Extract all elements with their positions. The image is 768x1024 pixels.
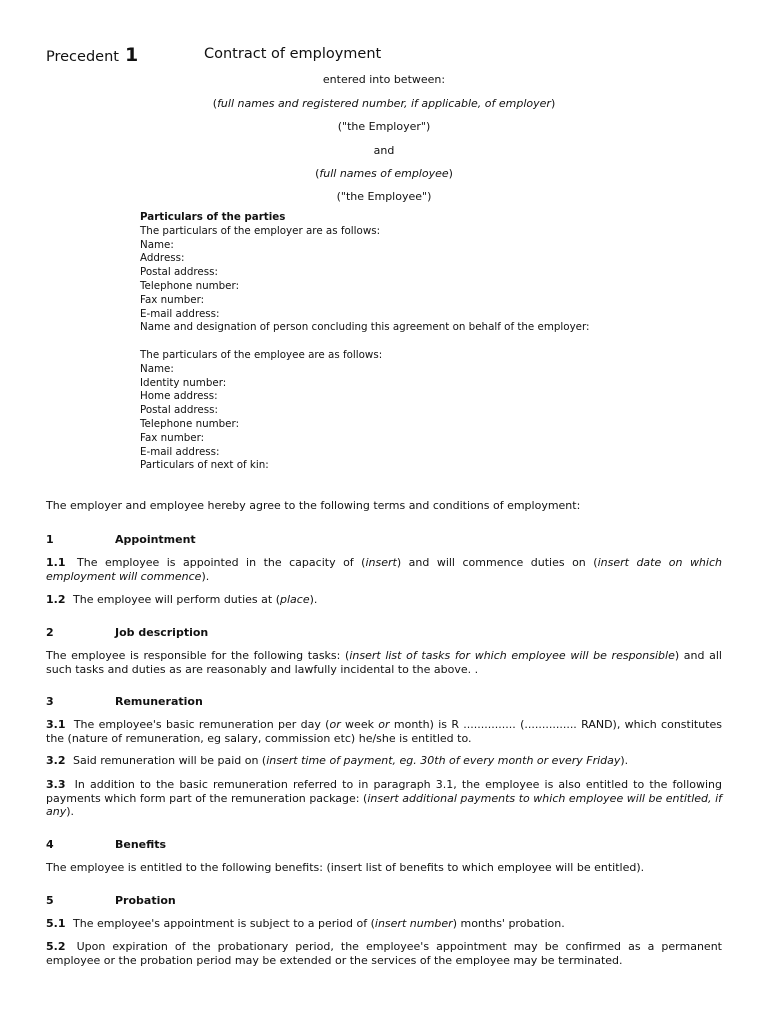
entered-into-line: entered into between: bbox=[322, 73, 446, 86]
employee-field: Identity number: bbox=[140, 376, 227, 389]
paragraph-number: 5.2 bbox=[46, 940, 66, 953]
employee-field: Telephone number: bbox=[140, 417, 240, 430]
italic-run: place bbox=[280, 593, 310, 606]
text-run: week bbox=[340, 718, 379, 731]
text-run: Said remuneration will be paid on ( bbox=[73, 754, 267, 767]
employer-field: Telephone number: bbox=[140, 279, 240, 292]
text-run: The employee is appointed in the capacity of ( bbox=[77, 556, 366, 569]
employee-field: Fax number: bbox=[140, 431, 205, 444]
paragraph-number: 3.1 bbox=[46, 718, 66, 731]
agreement-intro: The employer and employee hereby agree to the following terms and conditions of employment: bbox=[46, 499, 581, 512]
employer-placeholder-line: (full names and registered number, if applicable, of employer) bbox=[212, 97, 556, 110]
paragraph-4: The employee is entitled to the following benefits: (insert list of benefits to which employee will be entitled). bbox=[46, 861, 645, 874]
paragraph-3-2 bbox=[46, 754, 722, 768]
employee-placeholder-line: (full names of employee) bbox=[315, 167, 453, 180]
paragraph-2 bbox=[46, 649, 722, 676]
employee-field: Postal address: bbox=[140, 404, 218, 417]
paragraph-3-3 bbox=[46, 778, 722, 819]
section-heading-remuneration bbox=[46, 695, 203, 708]
employer-field: Fax number: bbox=[140, 293, 205, 306]
paragraph-number: 1.2 bbox=[46, 593, 66, 606]
italic-run: insert number bbox=[374, 917, 453, 930]
section-number: 2 bbox=[46, 626, 54, 639]
particulars-heading: Particulars of the parties bbox=[140, 211, 286, 223]
employee-field: Name: bbox=[140, 362, 174, 375]
section-heading-appointment bbox=[46, 533, 196, 546]
document-title: Contract of employment bbox=[204, 46, 382, 62]
italic-run: insert additional payments to which employee will be entitled, if any bbox=[46, 791, 722, 818]
employer-particulars-intro: The particulars of the employer are as follows: bbox=[140, 224, 381, 237]
italic-run: insert time of payment, eg. 30th of every month or every Friday bbox=[266, 754, 621, 767]
section-heading-probation bbox=[46, 894, 176, 907]
employer-field: Postal address: bbox=[140, 266, 218, 279]
italic-run: or bbox=[329, 718, 341, 731]
italic-run: insert list of tasks for which employee will be responsible bbox=[349, 649, 675, 662]
text-run: month) is R ............... (............... RAND), which constitutes the (nature of remuneration, eg salary, commission etc) he/she is entitled to. bbox=[46, 718, 722, 745]
text-run: ). bbox=[620, 754, 629, 767]
employer-field: Name and designation of person concluding this agreement on behalf of the employer: bbox=[140, 321, 590, 334]
italic-run: insert bbox=[365, 556, 397, 569]
section-number: 1 bbox=[46, 533, 54, 546]
and-line: and bbox=[373, 144, 395, 157]
section-number: 4 bbox=[46, 838, 54, 851]
section-heading-benefits bbox=[46, 838, 166, 851]
italic-run: or bbox=[378, 718, 390, 731]
text-run: The employee's appointment is subject to a period of ( bbox=[73, 917, 375, 930]
section-number: 5 bbox=[46, 894, 54, 907]
italic-run: insert date on which employment will commence bbox=[46, 556, 722, 583]
spacer bbox=[140, 335, 590, 349]
employer-placeholder: full names and registered number, if applicable, of employer bbox=[217, 97, 551, 110]
section-title: Appointment bbox=[115, 533, 196, 546]
paragraph-5-1 bbox=[46, 917, 722, 931]
employer-alias: ("the Employer") bbox=[337, 120, 431, 133]
employee-field: Home address: bbox=[140, 390, 218, 403]
paragraph-number: 3.3 bbox=[46, 778, 66, 791]
text-run: ). bbox=[66, 805, 75, 818]
text-run: ). bbox=[201, 569, 210, 583]
employee-field: Particulars of next of kin: bbox=[140, 459, 269, 472]
employer-field: Name: bbox=[140, 238, 174, 251]
paragraph-number: 5.1 bbox=[46, 917, 66, 930]
text-run: ) months' probation. bbox=[452, 917, 565, 930]
text-run: Upon expiration of the probationary period, the employee's appointment may be confirmed as a permanent employee or the probation period may be extended or the services of the employee may be terminated. bbox=[46, 940, 722, 967]
section-title: Remuneration bbox=[115, 695, 203, 708]
section-number: 3 bbox=[46, 695, 54, 708]
employee-placeholder: full names of employee bbox=[319, 167, 449, 180]
paragraph-1-2 bbox=[46, 593, 722, 607]
employee-particulars-intro: The particulars of the employee are as follows: bbox=[140, 348, 383, 361]
text-run: ) and all such tasks and duties as are reasonably and lawfully incidental to the above. . bbox=[46, 649, 722, 676]
paragraph-3-1 bbox=[46, 718, 722, 745]
section-title: Job description bbox=[115, 626, 209, 639]
particulars-block bbox=[140, 211, 590, 473]
text-run: The employee is responsible for the following tasks: ( bbox=[46, 649, 350, 662]
precedent-heading bbox=[46, 44, 138, 66]
text-run: In addition to the basic remuneration referred to in paragraph 3.1, the employee is also entitled to the following payments which form part of the remuneration package: ( bbox=[46, 778, 722, 805]
text-run: ). bbox=[309, 593, 318, 606]
section-title: Benefits bbox=[115, 838, 167, 851]
paragraph-number: 3.2 bbox=[46, 754, 66, 767]
employer-field: E-mail address: bbox=[140, 307, 220, 320]
employee-alias: ("the Employee") bbox=[336, 190, 432, 203]
precedent-label: Precedent bbox=[46, 49, 119, 65]
employer-field: Address: bbox=[140, 252, 185, 265]
section-title: Probation bbox=[115, 894, 176, 907]
text-run: The employee's basic remuneration per day ( bbox=[73, 718, 330, 731]
paragraph-1-1 bbox=[46, 556, 722, 583]
text-run: The employee will perform duties at ( bbox=[73, 593, 280, 606]
paragraph-number: 1.1 bbox=[46, 556, 66, 569]
paragraph-5-2 bbox=[46, 940, 722, 967]
text-run: ) and will commence duties on ( bbox=[396, 556, 598, 569]
precedent-number: 1 bbox=[124, 44, 139, 66]
section-heading-job-description bbox=[46, 626, 208, 639]
employee-field: E-mail address: bbox=[140, 445, 220, 458]
